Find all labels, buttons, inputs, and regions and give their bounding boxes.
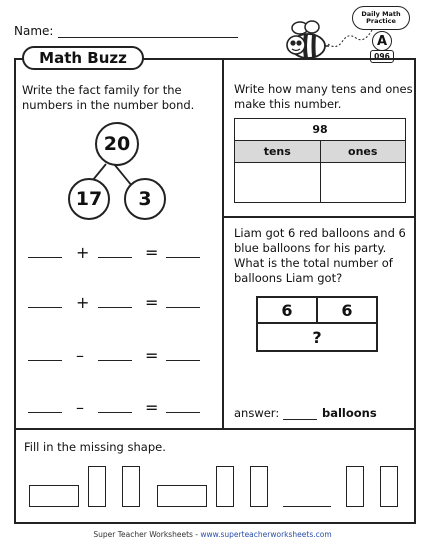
pattern-tall-rectangle — [380, 466, 398, 507]
blank[interactable] — [166, 360, 200, 361]
equals-sign: = — [145, 243, 159, 262]
pattern-tall-rectangle — [216, 466, 234, 507]
fact-row — [28, 346, 208, 366]
blank[interactable] — [98, 412, 132, 413]
blank[interactable] — [28, 412, 62, 413]
operator: – — [76, 398, 84, 417]
pattern-wide-rectangle — [157, 485, 207, 507]
fact-row — [28, 293, 208, 313]
pattern-tall-rectangle — [122, 466, 140, 507]
place-value-table — [234, 118, 406, 203]
page-title: Math Buzz — [22, 46, 144, 70]
blank[interactable] — [28, 307, 62, 308]
footer-url[interactable]: www.superteacherworksheets.com — [200, 530, 332, 539]
operator: + — [76, 293, 90, 312]
blank[interactable] — [166, 257, 200, 258]
q4-instruction: Fill in the missing shape. — [24, 440, 166, 454]
pattern-tall-rectangle — [250, 466, 268, 507]
number-cell: 98 — [235, 119, 406, 141]
tens-answer-cell[interactable] — [235, 163, 321, 203]
bar-part-left: 6 — [258, 298, 317, 324]
answer-blank[interactable] — [283, 419, 317, 420]
blank[interactable] — [166, 412, 200, 413]
badge-line-2: Practice — [366, 17, 396, 25]
bond-whole: 20 — [95, 122, 139, 166]
blank[interactable] — [98, 360, 132, 361]
bond-part-right: 3 — [124, 178, 166, 220]
equals-sign: = — [145, 398, 159, 417]
daily-math-badge — [352, 6, 410, 30]
version-number: 096 — [370, 50, 394, 63]
q1-instruction: Write the fact family for the numbers in the number bond. — [22, 83, 195, 112]
operator: – — [76, 346, 84, 365]
right-horizontal-divider — [222, 216, 416, 218]
operator: + — [76, 243, 90, 262]
vertical-divider — [222, 58, 224, 430]
ones-header: ones — [320, 141, 406, 163]
equals-sign: = — [145, 346, 159, 365]
footer-brand: Super Teacher Worksheets - — [93, 530, 201, 539]
pattern-wide-rectangle — [29, 485, 79, 507]
answer-label: answer: — [234, 406, 280, 420]
footer — [0, 530, 425, 539]
answer-unit: balloons — [322, 406, 377, 420]
equals-sign: = — [145, 293, 159, 312]
bar-total: ? — [312, 327, 322, 347]
blank[interactable] — [28, 360, 62, 361]
blank[interactable] — [28, 257, 62, 258]
blank[interactable] — [98, 257, 132, 258]
name-label: Name: — [14, 24, 54, 38]
pattern-tall-rectangle — [88, 466, 106, 507]
q3-instruction: Liam got 6 red balloons and 6 blue balloons for his party. What is the total number of balloons Liam got? — [234, 226, 406, 285]
bar-part-right: 6 — [317, 298, 376, 324]
tens-header: tens — [235, 141, 321, 163]
fact-row — [28, 398, 208, 418]
ones-answer-cell[interactable] — [320, 163, 406, 203]
missing-shape-blank[interactable] — [283, 506, 331, 507]
pattern-tall-rectangle — [346, 466, 364, 507]
fact-row — [28, 243, 208, 263]
name-line[interactable] — [58, 37, 238, 38]
version-letter: A — [372, 31, 392, 51]
bond-part-left: 17 — [68, 178, 110, 220]
bar-model — [256, 296, 378, 352]
q2-instruction: Write how many tens and ones make this number. — [234, 82, 413, 111]
blank[interactable] — [98, 307, 132, 308]
badge-line-1: Daily Math — [361, 10, 401, 18]
blank[interactable] — [166, 307, 200, 308]
